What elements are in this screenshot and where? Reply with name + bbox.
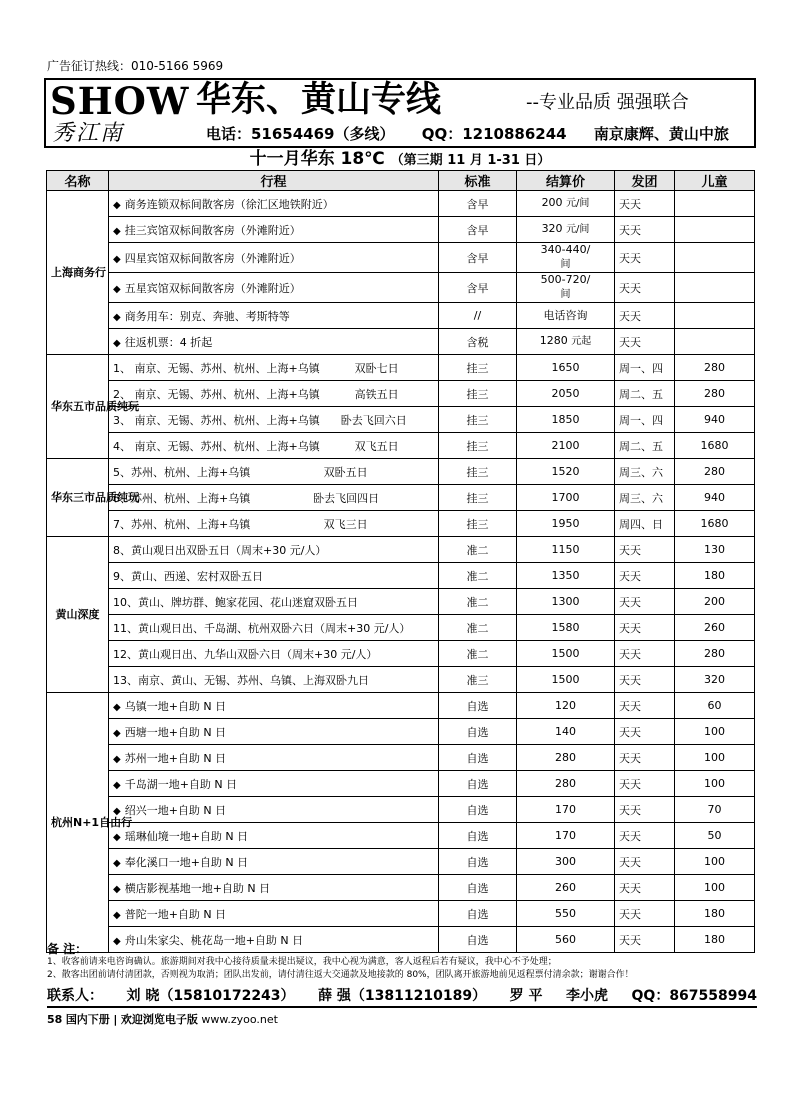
itinerary-cell	[109, 243, 439, 273]
contact-1: 刘 晓（15810172243）	[126, 988, 295, 1004]
contacts-label: 联系人：	[47, 988, 103, 1004]
departure-cell: 天天	[615, 303, 675, 329]
child-price-cell: 940	[675, 485, 755, 511]
footer-section: 国内下册	[65, 1013, 110, 1026]
child-price-cell: 200	[675, 589, 755, 615]
contact-3: 罗 平	[509, 988, 543, 1004]
departure-cell: 周三、六	[615, 459, 675, 485]
price-value: 140	[555, 724, 576, 738]
price-cell	[517, 191, 615, 217]
table-row	[47, 771, 755, 797]
departure-cell: 天天	[615, 667, 675, 693]
price-cell	[517, 563, 615, 589]
standard-cell: //	[439, 303, 517, 329]
price-value: 1850	[551, 412, 580, 426]
table-row	[47, 537, 755, 563]
departure-cell: 周三、六	[615, 485, 675, 511]
child-price-cell	[675, 273, 755, 303]
itinerary-cell	[109, 355, 439, 381]
standard-cell: 自选	[439, 849, 517, 875]
table-row	[47, 563, 755, 589]
price-value: 2100	[551, 438, 580, 452]
brand-logo-text: 秀江南	[52, 121, 125, 146]
child-price-cell: 180	[675, 901, 755, 927]
price-cell	[517, 459, 615, 485]
price-cell	[517, 355, 615, 381]
standard-cell: 准二	[439, 589, 517, 615]
contact-line	[206, 124, 729, 144]
diamond-bullet-icon: ◆	[113, 701, 121, 713]
diamond-bullet-icon: ◆	[113, 779, 121, 791]
diamond-bullet-icon: ◆	[113, 337, 121, 349]
itinerary-text: 3、 南京、无锡、苏州、杭州、上海+乌镇 卧去飞回六日	[113, 413, 407, 427]
price-unit: 间	[560, 259, 571, 270]
price-value: 2050	[551, 386, 580, 400]
price-cell	[517, 771, 615, 797]
price-unit: 元起	[571, 336, 592, 347]
header-departure: 发团	[615, 171, 675, 191]
child-price-cell	[675, 243, 755, 273]
itinerary-text: 挂三宾馆双标间散客房（外滩附近）	[124, 223, 301, 237]
notes-line-2: 2、散客出团前请付清团款，否则视为取消；团队出发前，请付清往返大交通款及地接款的 80%，团队离开旅游地前见返程票付清余款；谢谢合作！	[47, 970, 634, 980]
ad-hotline: 广告征订热线：010-5166 5969	[47, 59, 224, 73]
itinerary-text: 5、苏州、杭州、上海+乌镇 双卧五日	[113, 465, 368, 479]
price-cell	[517, 381, 615, 407]
departure-cell: 周一、四	[615, 407, 675, 433]
category-cell: 黄山深度	[47, 537, 109, 693]
table-row	[47, 243, 755, 273]
contacts	[47, 985, 757, 1008]
itinerary-text: 商务用车：别克、奔驰、考斯特等	[124, 309, 290, 323]
footer-slogan: 欢迎浏览电子版	[120, 1013, 198, 1026]
child-price-cell: 180	[675, 927, 755, 953]
departure-cell: 天天	[615, 641, 675, 667]
price-value: 120	[555, 698, 576, 712]
standard-cell: 自选	[439, 693, 517, 719]
itinerary-text: 12、黄山观日出、九华山双卧六日（周末+30 元/人）	[113, 647, 378, 661]
header-price: 结算价	[517, 171, 615, 191]
itinerary-text: 西塘一地+自助 N 日	[124, 725, 227, 739]
itinerary-text: 9、黄山、西递、宏村双卧五日	[113, 569, 263, 583]
itinerary-cell	[109, 217, 439, 243]
table-row	[47, 823, 755, 849]
itinerary-cell	[109, 823, 439, 849]
price-cell	[517, 719, 615, 745]
standard-cell: 自选	[439, 797, 517, 823]
category-cell: 华东三市品质纯玩	[47, 459, 109, 537]
departure-cell: 天天	[615, 273, 675, 303]
itinerary-text: 7、苏州、杭州、上海+乌镇 双飞三日	[113, 517, 368, 531]
standard-cell: 含早	[439, 243, 517, 273]
table-row	[47, 797, 755, 823]
table-row	[47, 459, 755, 485]
itinerary-text: 1、 南京、无锡、苏州、杭州、上海+乌镇 双卧七日	[113, 361, 399, 375]
table-row	[47, 667, 755, 693]
price-value: 电话咨询	[543, 308, 588, 322]
price-cell	[517, 303, 615, 329]
itinerary-cell	[109, 329, 439, 355]
child-price-cell: 1680	[675, 511, 755, 537]
departure-cell: 周二、五	[615, 433, 675, 459]
departure-cell: 天天	[615, 849, 675, 875]
standard-cell: 含早	[439, 273, 517, 303]
child-price-cell: 280	[675, 459, 755, 485]
table-row	[47, 381, 755, 407]
itinerary-text: 舟山朱家尖、桃花岛一地+自助 N 日	[124, 933, 304, 947]
diamond-bullet-icon: ◆	[113, 311, 121, 323]
headline: 华东、黄山专线	[196, 80, 442, 120]
itinerary-cell	[109, 433, 439, 459]
itinerary-cell	[109, 589, 439, 615]
price-value: 170	[555, 828, 576, 842]
child-price-cell	[675, 217, 755, 243]
child-price-cell: 1680	[675, 433, 755, 459]
child-price-cell: 100	[675, 771, 755, 797]
price-value: 260	[555, 880, 576, 894]
standard-cell: 准二	[439, 563, 517, 589]
price-cell	[517, 823, 615, 849]
itinerary-text: 千岛湖一地+自助 N 日	[124, 777, 238, 791]
departure-cell: 周四、日	[615, 511, 675, 537]
price-cell	[517, 243, 615, 273]
standard-cell: 挂三	[439, 433, 517, 459]
child-price-cell: 940	[675, 407, 755, 433]
child-price-cell: 50	[675, 823, 755, 849]
child-price-cell: 180	[675, 563, 755, 589]
price-value: 1150	[551, 542, 580, 556]
price-value: 320	[541, 222, 563, 235]
table-row	[47, 875, 755, 901]
child-price-cell: 100	[675, 849, 755, 875]
footer-separator: |	[113, 1013, 118, 1026]
price-cell	[517, 615, 615, 641]
itinerary-text: 绍兴一地+自助 N 日	[124, 803, 227, 817]
itinerary-cell	[109, 191, 439, 217]
table-row	[47, 719, 755, 745]
issue-subtitle: （第三期 11 月 1-31 日）	[390, 153, 551, 168]
child-price-cell: 60	[675, 693, 755, 719]
table-row	[47, 355, 755, 381]
departure-cell: 天天	[615, 719, 675, 745]
table-row	[47, 433, 755, 459]
table-row	[47, 485, 755, 511]
table-header-row	[47, 171, 755, 191]
itinerary-text: 11、黄山观日出、千岛湖、杭州双卧六日（周末+30 元/人）	[113, 621, 411, 635]
itinerary-cell	[109, 273, 439, 303]
child-price-cell: 280	[675, 641, 755, 667]
price-unit: 元/间	[566, 224, 590, 235]
itinerary-text: 瑶琳仙境一地+自助 N 日	[124, 829, 249, 843]
standard-cell: 准三	[439, 667, 517, 693]
price-cell	[517, 511, 615, 537]
itinerary-text: 五星宾馆双标间散客房（外滩附近）	[124, 281, 301, 295]
child-price-cell: 280	[675, 381, 755, 407]
itinerary-text: 苏州一地+自助 N 日	[124, 751, 227, 765]
diamond-bullet-icon: ◆	[113, 253, 121, 265]
notes-line-1: 1、收客前请来电咨询确认。旅游期间对我中心接待质量未提出疑议，我中心视为满意，客人返程后若有疑议，我中心不予处理；	[47, 957, 557, 967]
child-price-cell	[675, 303, 755, 329]
itinerary-cell	[109, 511, 439, 537]
standard-cell: 准二	[439, 641, 517, 667]
itinerary-cell	[109, 875, 439, 901]
diamond-bullet-icon: ◆	[113, 753, 121, 765]
itinerary-text: 4、 南京、无锡、苏州、杭州、上海+乌镇 双飞五日	[113, 439, 399, 453]
standard-cell: 挂三	[439, 485, 517, 511]
itinerary-cell	[109, 485, 439, 511]
departure-cell: 天天	[615, 537, 675, 563]
child-price-cell: 100	[675, 875, 755, 901]
itinerary-text: 6、苏州、杭州、上海+乌镇 卧去飞回四日	[113, 491, 380, 505]
standard-cell: 挂三	[439, 381, 517, 407]
departure-cell: 天天	[615, 563, 675, 589]
itinerary-cell	[109, 667, 439, 693]
standard-cell: 准二	[439, 537, 517, 563]
diamond-bullet-icon: ◆	[113, 909, 121, 921]
price-cell	[517, 641, 615, 667]
standard-cell: 挂三	[439, 355, 517, 381]
table-row	[47, 407, 755, 433]
itinerary-text: 往返机票：4 折起	[124, 335, 213, 349]
departure-cell: 天天	[615, 823, 675, 849]
child-price-cell: 320	[675, 667, 755, 693]
standard-cell: 挂三	[439, 459, 517, 485]
departure-cell: 周一、四	[615, 355, 675, 381]
table-row	[47, 849, 755, 875]
footer	[47, 1011, 278, 1027]
issue-title	[44, 149, 756, 171]
departure-cell: 天天	[615, 927, 675, 953]
price-value: 1650	[551, 360, 580, 374]
standard-cell: 自选	[439, 927, 517, 953]
itinerary-cell	[109, 693, 439, 719]
child-price-cell: 100	[675, 745, 755, 771]
diamond-bullet-icon: ◆	[113, 857, 121, 869]
itinerary-cell	[109, 745, 439, 771]
table-row	[47, 329, 755, 355]
category-cell: 上海商务行	[47, 191, 109, 355]
header-child: 儿童	[675, 171, 755, 191]
standard-cell: 自选	[439, 745, 517, 771]
phone: 电话：51654469（多线）	[206, 125, 395, 143]
child-price-cell: 260	[675, 615, 755, 641]
table-row	[47, 641, 755, 667]
table-row	[47, 693, 755, 719]
price-table	[46, 170, 755, 953]
diamond-bullet-icon: ◆	[113, 805, 121, 817]
departure-cell: 天天	[615, 217, 675, 243]
departure-cell: 周二、五	[615, 381, 675, 407]
itinerary-text: 奉化溪口一地+自助 N 日	[124, 855, 249, 869]
diamond-bullet-icon: ◆	[113, 283, 121, 295]
table-row	[47, 273, 755, 303]
itinerary-cell	[109, 771, 439, 797]
slogan: --专业品质 强强联合	[526, 92, 689, 113]
contact-qq: QQ：867558994	[631, 988, 757, 1004]
issue-main: 十一月华东 18℃	[249, 149, 385, 169]
price-cell	[517, 693, 615, 719]
partners: 南京康辉、黄山中旅	[593, 125, 729, 143]
price-value: 280	[555, 750, 576, 764]
price-unit: 间	[560, 289, 571, 300]
itinerary-text: 10、黄山、牌坊群、鲍家花园、花山迷窟双卧五日	[113, 595, 358, 609]
price-cell	[517, 745, 615, 771]
price-value: 500-720/	[540, 273, 591, 286]
price-value: 1700	[551, 490, 580, 504]
price-cell	[517, 273, 615, 303]
child-price-cell: 70	[675, 797, 755, 823]
diamond-bullet-icon: ◆	[113, 935, 121, 947]
table-row	[47, 511, 755, 537]
table-row	[47, 589, 755, 615]
price-value: 1520	[551, 464, 580, 478]
notes	[47, 943, 757, 982]
departure-cell: 天天	[615, 745, 675, 771]
price-value: 560	[555, 932, 576, 946]
header-standard: 标准	[439, 171, 517, 191]
header-banner	[44, 78, 756, 148]
price-cell	[517, 217, 615, 243]
price-cell	[517, 797, 615, 823]
show-logo: SHOW	[50, 79, 190, 123]
header-name: 名称	[47, 171, 109, 191]
contact-2: 薛 强（13811210189）	[318, 988, 487, 1004]
diamond-bullet-icon: ◆	[113, 199, 121, 211]
price-cell	[517, 485, 615, 511]
price-value: 340-440/	[540, 243, 591, 256]
price-value: 1580	[551, 620, 580, 634]
departure-cell: 天天	[615, 615, 675, 641]
table-row	[47, 745, 755, 771]
child-price-cell: 130	[675, 537, 755, 563]
itinerary-cell	[109, 381, 439, 407]
standard-cell: 含早	[439, 217, 517, 243]
table-row	[47, 615, 755, 641]
itinerary-cell	[109, 901, 439, 927]
itinerary-cell	[109, 407, 439, 433]
itinerary-text: 普陀一地+自助 N 日	[124, 907, 227, 921]
price-value: 300	[555, 854, 576, 868]
departure-cell: 天天	[615, 329, 675, 355]
standard-cell: 自选	[439, 901, 517, 927]
standard-cell: 自选	[439, 875, 517, 901]
price-value: 1500	[551, 672, 580, 686]
standard-cell: 自选	[439, 823, 517, 849]
price-cell	[517, 407, 615, 433]
standard-cell: 自选	[439, 719, 517, 745]
diamond-bullet-icon: ◆	[113, 831, 121, 843]
price-unit: 元/间	[566, 198, 590, 209]
price-cell	[517, 901, 615, 927]
itinerary-cell	[109, 459, 439, 485]
departure-cell: 天天	[615, 797, 675, 823]
standard-cell: 含早	[439, 191, 517, 217]
child-price-cell: 280	[675, 355, 755, 381]
itinerary-cell	[109, 563, 439, 589]
diamond-bullet-icon: ◆	[113, 225, 121, 237]
standard-cell: 挂三	[439, 407, 517, 433]
itinerary-cell	[109, 537, 439, 563]
departure-cell: 天天	[615, 875, 675, 901]
table-row	[47, 901, 755, 927]
header-itinerary: 行程	[109, 171, 439, 191]
standard-cell: 挂三	[439, 511, 517, 537]
child-price-cell	[675, 191, 755, 217]
price-cell	[517, 667, 615, 693]
price-value: 280	[555, 776, 576, 790]
departure-cell: 天天	[615, 771, 675, 797]
itinerary-cell	[109, 849, 439, 875]
itinerary-text: 8、黄山观日出双卧五日（周末+30 元/人）	[113, 543, 327, 557]
diamond-bullet-icon: ◆	[113, 883, 121, 895]
departure-cell: 天天	[615, 901, 675, 927]
itinerary-text: 商务连锁双标间散客房（徐汇区地铁附近）	[124, 197, 334, 211]
table-body	[47, 191, 755, 953]
price-value: 1280	[539, 334, 568, 347]
price-cell	[517, 875, 615, 901]
departure-cell: 天天	[615, 243, 675, 273]
price-cell	[517, 329, 615, 355]
price-value: 550	[555, 906, 576, 920]
price-value: 1350	[551, 568, 580, 582]
notes-title: 备 注：	[47, 942, 88, 956]
itinerary-cell	[109, 719, 439, 745]
itinerary-cell	[109, 641, 439, 667]
itinerary-text: 横店影视基地一地+自助 N 日	[124, 881, 271, 895]
standard-cell: 自选	[439, 771, 517, 797]
departure-cell: 天天	[615, 589, 675, 615]
departure-cell: 天天	[615, 693, 675, 719]
footer-url: www.zyoo.net	[201, 1013, 278, 1026]
contact-4: 李小虎	[566, 988, 608, 1004]
page-number: 58	[47, 1013, 63, 1026]
price-value: 200	[541, 196, 563, 209]
itinerary-text: 2、 南京、无锡、苏州、杭州、上海+乌镇 高铁五日	[113, 387, 399, 401]
diamond-bullet-icon: ◆	[113, 727, 121, 739]
category-cell: 华东五市品质纯玩	[47, 355, 109, 459]
itinerary-cell	[109, 797, 439, 823]
price-value: 1950	[551, 516, 580, 530]
price-cell	[517, 849, 615, 875]
itinerary-text: 13、南京、黄山、无锡、苏州、乌镇、上海双卧九日	[113, 673, 369, 687]
table-row	[47, 303, 755, 329]
price-value: 1500	[551, 646, 580, 660]
itinerary-text: 乌镇一地+自助 N 日	[124, 699, 227, 713]
child-price-cell: 100	[675, 719, 755, 745]
price-cell	[517, 537, 615, 563]
table-row	[47, 191, 755, 217]
standard-cell: 准二	[439, 615, 517, 641]
qq: QQ：1210886244	[421, 125, 567, 143]
child-price-cell	[675, 329, 755, 355]
table-row	[47, 217, 755, 243]
price-value: 1300	[551, 594, 580, 608]
price-value: 170	[555, 802, 576, 816]
category-cell: 杭州N+1自由行	[47, 693, 109, 953]
departure-cell: 天天	[615, 191, 675, 217]
price-cell	[517, 589, 615, 615]
itinerary-cell	[109, 303, 439, 329]
itinerary-cell	[109, 615, 439, 641]
price-cell	[517, 433, 615, 459]
itinerary-text: 四星宾馆双标间散客房（外滩附近）	[124, 251, 301, 265]
standard-cell: 含税	[439, 329, 517, 355]
